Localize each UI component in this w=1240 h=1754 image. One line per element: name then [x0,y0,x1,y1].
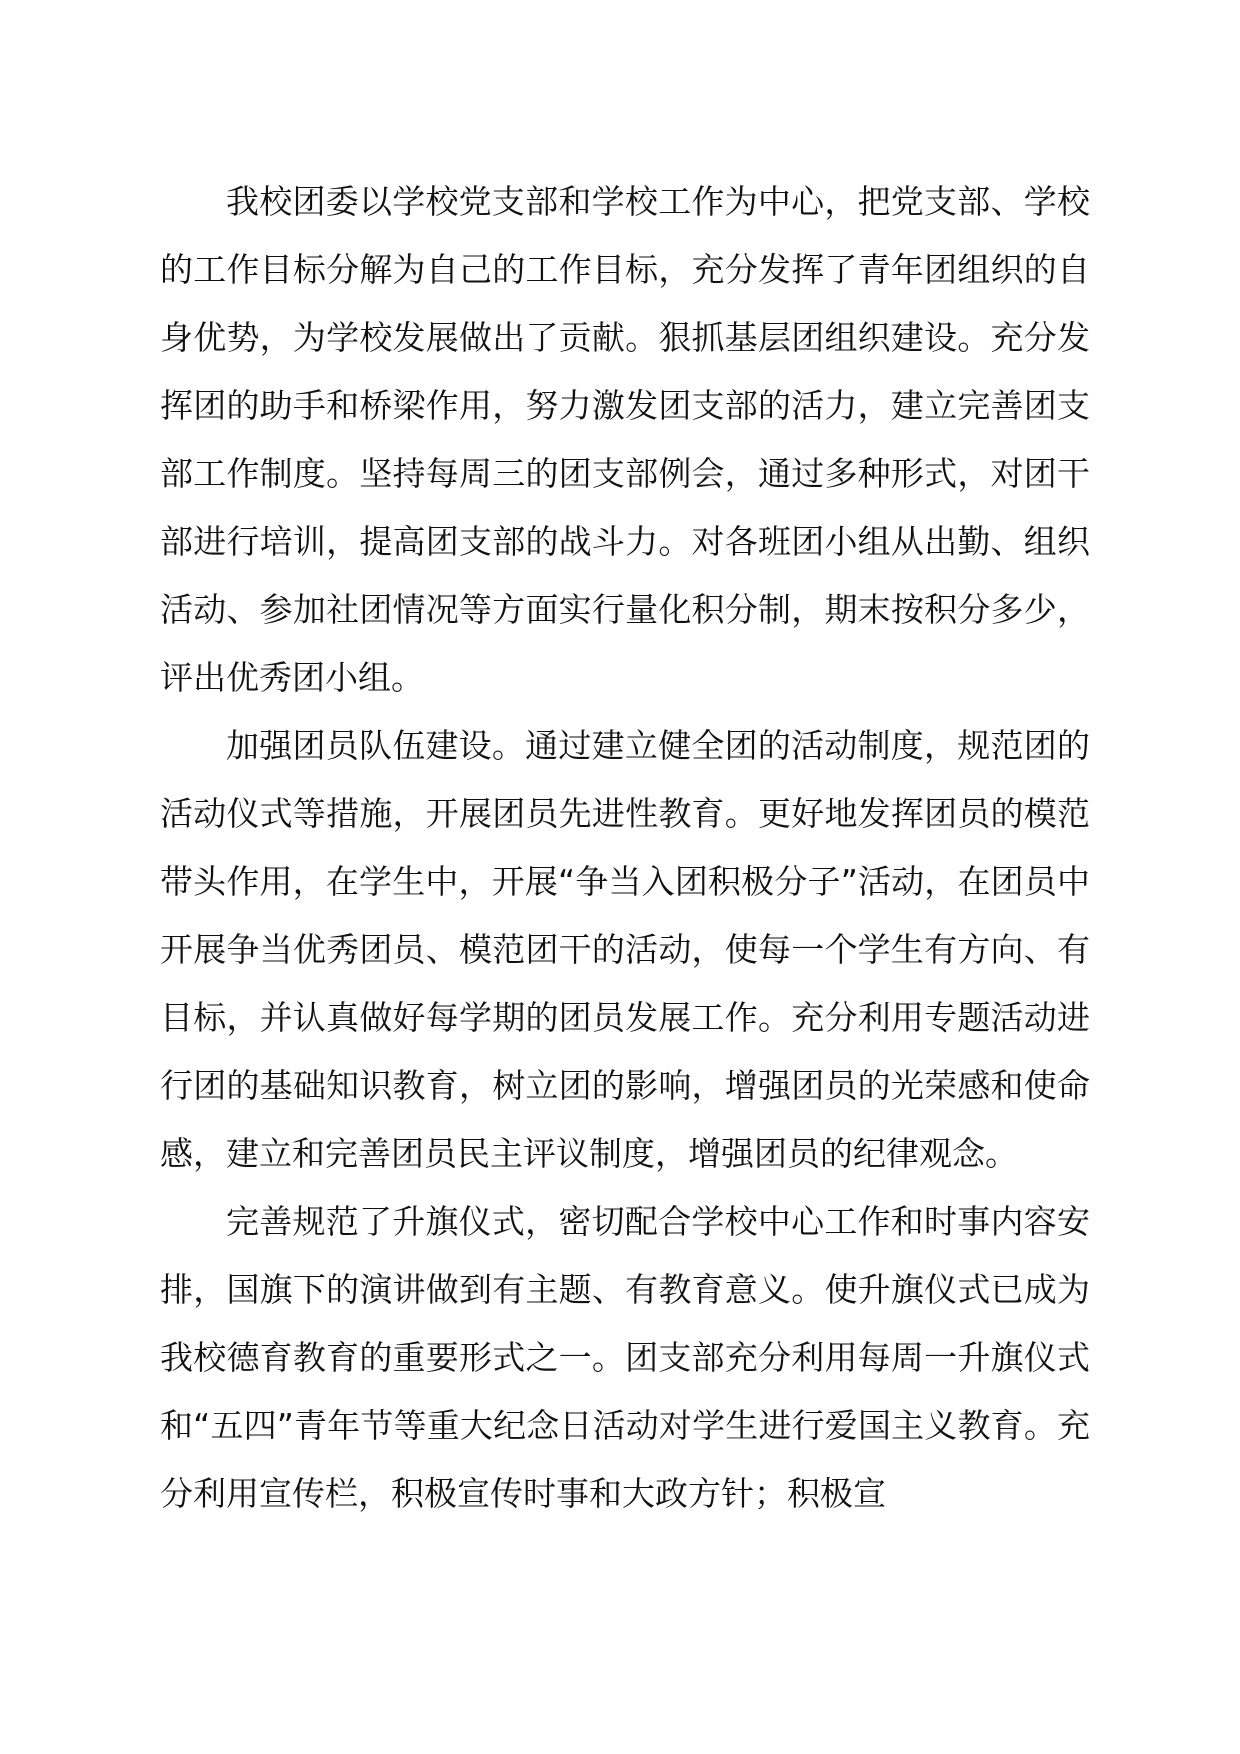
paragraph-flag-raising: 完善规范了升旗仪式，密切配合学校中心工作和时事内容安排，国旗下的演讲做到有主题、有教育意义。使升旗仪式已成为我校德育教育的重要形式之一。团支部充分利用每周一升旗仪式和“五四”青年节等重大纪念日活动对学生进行爱国主义教育。充分利用宣传栏，积极宣传时事和大政方针；积极宣 [160,1202,1090,1513]
paragraph-member-team-building: 加强团员队伍建设。通过建立健全团的活动制度，规范团的活动仪式等措施，开展团员先进性教育。更好地发挥团员的模范带头作用，在学生中，开展“争当入团积极分子”活动，在团员中开展争当优秀团员、模范团干的活动，使每一个学生有方向、有目标，并认真做好每学期的团员发展工作。充分利用专题活动进行团的基础知识教育，树立团的影响，增强团员的光荣感和使命感，建立和完善团员民主评议制度，增强团员的纪律观念。 [160,726,1090,1173]
paragraph-league-organization: 我校团委以学校党支部和学校工作为中心，把党支部、学校的工作目标分解为自己的工作目标，充分发挥了青年团组织的自身优势，为学校发展做出了贡献。狠抓基层团组织建设。充分发挥团的助手和桥梁作用，努力激发团支部的活力，建立完善团支部工作制度。坚持每周三的团支部例会，通过多种形式，对团干部进行培训，提高团支部的战斗力。对各班团小组从出勤、组织活动、参加社团情况等方面实行量化积分制，期末按积分多少，评出优秀团小组。 [160,182,1090,697]
document-body [160,168,1090,1528]
